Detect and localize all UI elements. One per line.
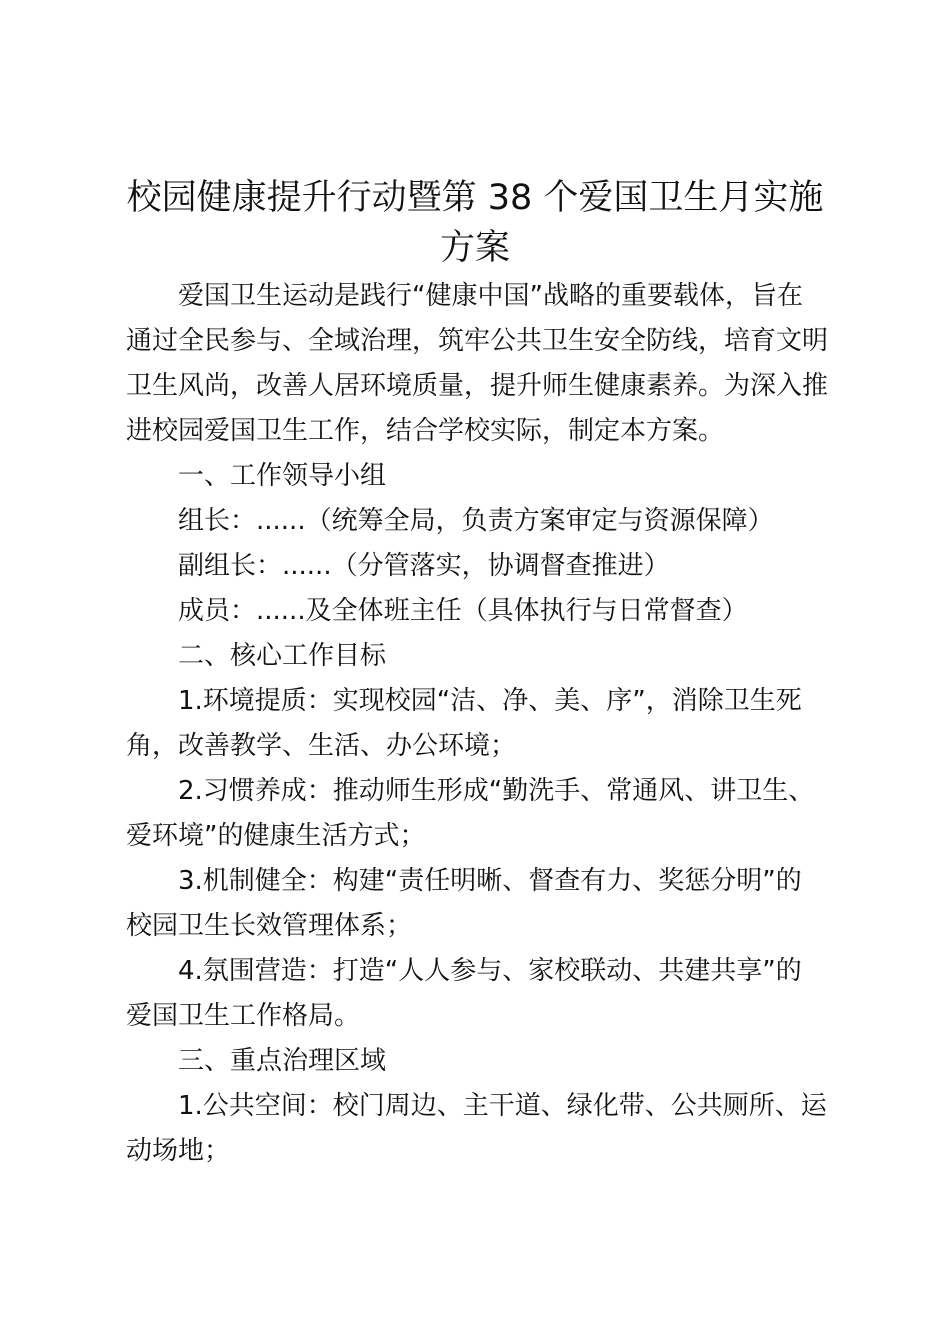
goal-4-line-1: 4.氛围营造：打造“人人参与、家校联动、共建共享”的 — [178, 956, 802, 986]
goal-3-line-2: 校园卫生长效管理体系； — [126, 911, 413, 941]
area-1-line-2: 动场地； — [126, 1136, 231, 1166]
paragraph-intro-line-2: 通过全民参与、全域治理，筑牢公共卫生安全防线，培育文明 — [126, 326, 829, 356]
paragraph-intro-line-4: 进校园爱国卫生工作，结合学校实际，制定本方案。 — [126, 416, 725, 446]
goal-2-line-1: 2.习惯养成：推动师生形成“勤洗手、常通风、讲卫生、 — [178, 776, 815, 806]
goal-1-line-1: 1.环境提质：实现校园“洁、净、美、序”，消除卫生死 — [178, 686, 802, 716]
paragraph-intro-line-1: 爱国卫生运动是践行“健康中国”战略的重要载体，旨在 — [178, 281, 803, 311]
goal-1-line-2: 角，改善教学、生活、办公环境； — [126, 731, 517, 761]
goal-4-line-2: 爱国卫生工作格局。 — [126, 1001, 361, 1031]
deputy-leader-line: 副组长：......（分管落实，协调督查推进） — [178, 551, 670, 581]
section-heading-leadership: 一、工作领导小组 — [178, 461, 387, 491]
leader-line: 组长：......（统筹全局，负责方案审定与资源保障） — [178, 506, 774, 536]
document-title-line-1: 校园健康提升行动暨第 38 个爱国卫生月实施 — [126, 178, 824, 218]
section-heading-goals: 二、核心工作目标 — [178, 641, 387, 671]
goal-2-line-2: 爱环境”的健康生活方式； — [126, 821, 426, 851]
area-1-line-1: 1.公共空间：校门周边、主干道、绿化带、公共厕所、运 — [178, 1091, 827, 1121]
goal-3-line-1: 3.机制健全：构建“责任明晰、督查有力、奖惩分明”的 — [178, 866, 802, 896]
section-heading-areas: 三、重点治理区域 — [178, 1046, 387, 1076]
members-line: 成员：......及全体班主任（具体执行与日常督查） — [178, 596, 748, 626]
document-title-line-2: 方案 — [439, 228, 510, 268]
paragraph-intro-line-3: 卫生风尚，改善人居环境质量，提升师生健康素养。为深入推 — [126, 371, 829, 401]
